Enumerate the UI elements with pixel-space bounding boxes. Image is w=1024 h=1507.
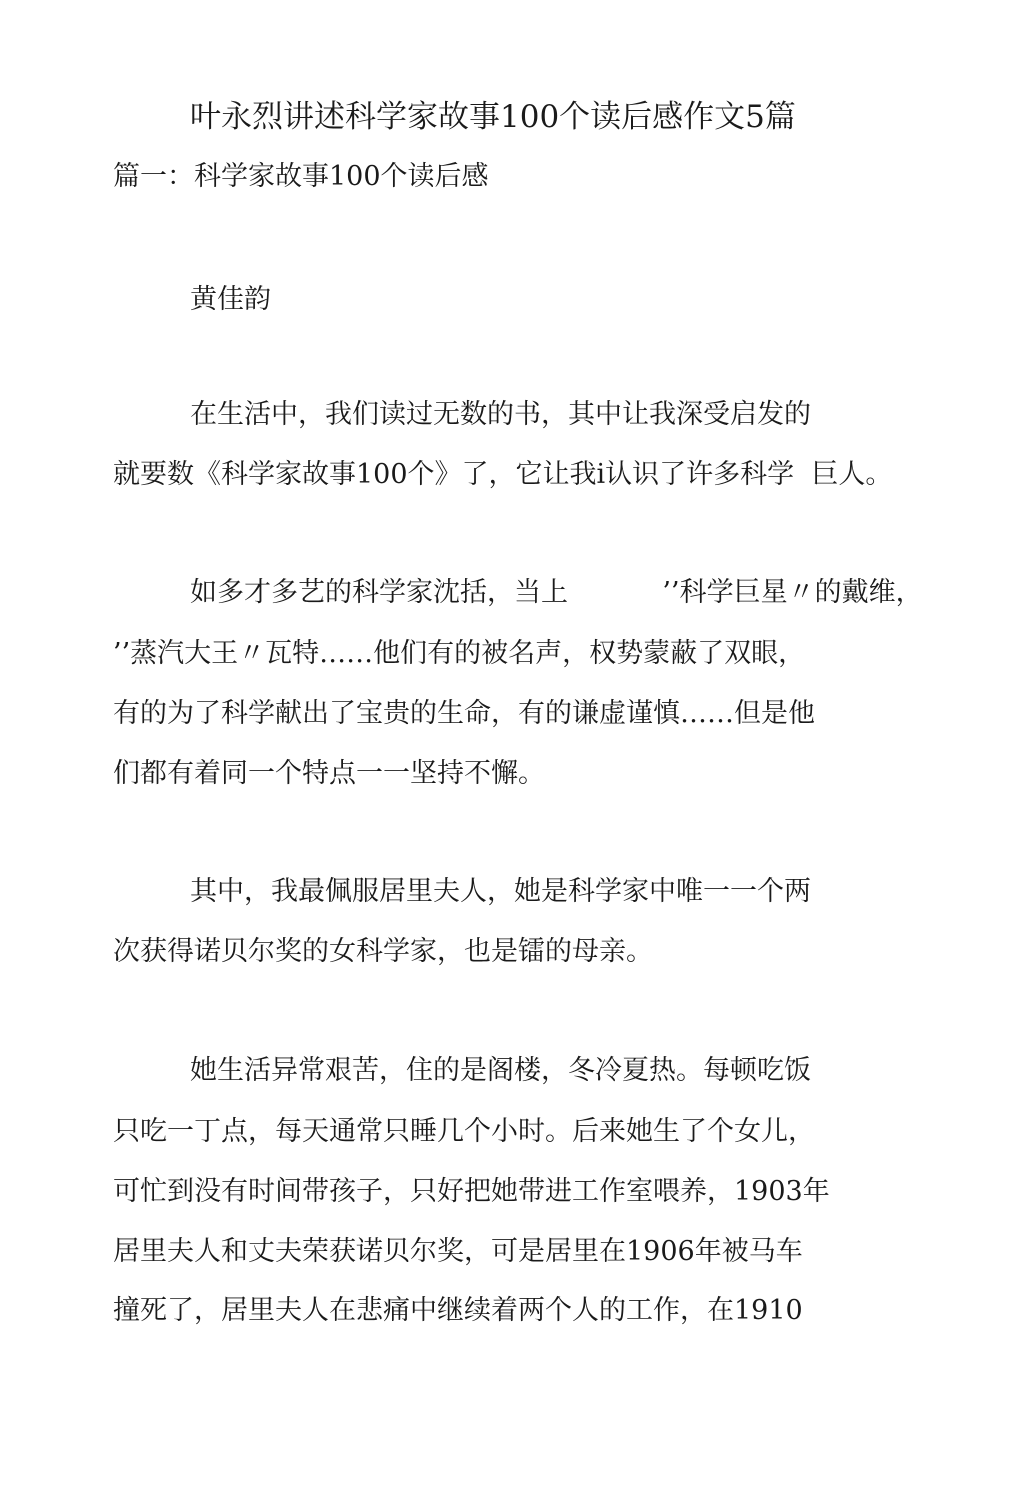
paragraph-line: 如多才多艺的科学家沈括，当上 ’’科学巨星〃的戴维， [190,577,923,608]
paragraph-line: 就要数《科学家故事100个》了，它让我i认识了许多科学 巨人。 [113,459,893,490]
paragraph-line: 她生活异常艰苦，住的是阁楼，冬冷夏热。每顿吃饭 [190,1055,811,1086]
paragraph-line: 只吃一丁点，每天通常只睡几个小时。后来她生了个女儿， [113,1116,815,1147]
paragraph-line: 们都有着同一个特点一一坚持不懈。 [113,758,545,789]
paragraph-line: 其中，我最佩服居里夫人，她是科学家中唯一一个两 [190,876,811,907]
author-name: 黄佳韵 [190,284,271,315]
paragraph-line: 在生活中，我们读过无数的书，其中让我深受启发的 [190,399,811,430]
paragraph-line: 有的为了科学献出了宝贵的生命，有的谦虚谨慎……但是他 [113,698,815,729]
section-heading: 篇一：科学家故事100个读后感 [113,161,489,192]
document-title: 叶永烈讲述科学家故事100个读后感作文5篇 [190,99,796,135]
paragraph-line: 可忙到没有时间带孩子，只好把她带进工作室喂养，1903年 [113,1176,830,1207]
paragraph-line: 撞死了，居里夫人在悲痛中继续着两个人的工作，在1910 [113,1295,803,1326]
paragraph-line: 居里夫人和丈夫荣获诺贝尔奖，可是居里在1906年被马车 [113,1236,803,1267]
paragraph-line: ’’蒸汽大王〃瓦特……他们有的被名声，权势蒙蔽了双眼， [113,638,806,669]
paragraph-line: 次获得诺贝尔奖的女科学家，也是镭的母亲。 [113,936,653,967]
